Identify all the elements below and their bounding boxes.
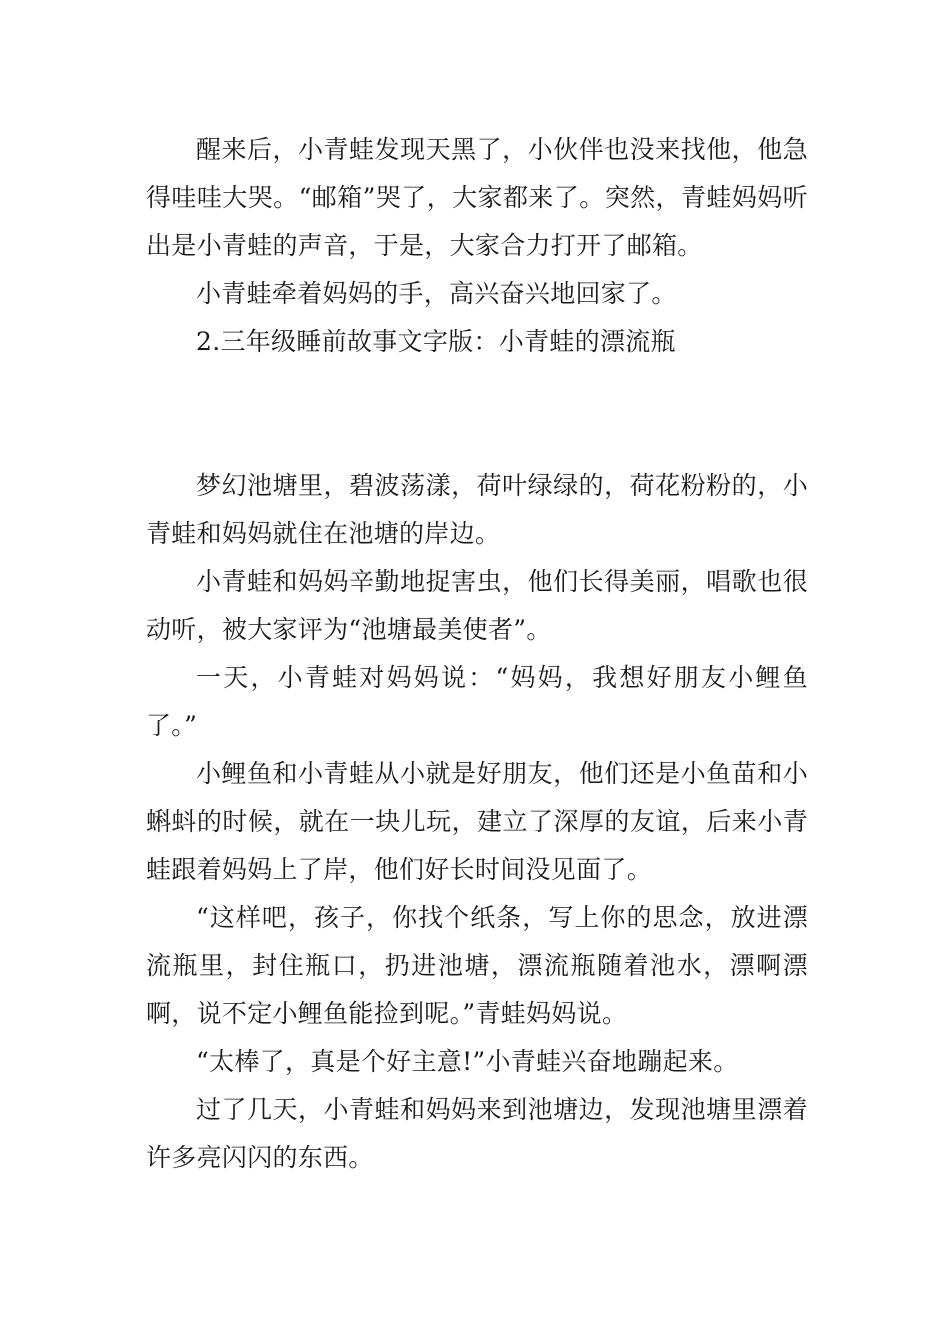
paragraph-friendship: 小鲤鱼和小青蛙从小就是好朋友，他们还是小鱼苗和小蝌蚪的时候，就在一块儿玩，建立了深厚的友谊，后来小青蛙跟着妈妈上了岸，他们好长时间没见面了。 (146, 759, 808, 884)
paragraph-mother-idea: “这样吧，孩子，你找个纸条，写上你的思念，放进漂流瓶里，封住瓶口，扔进池塘，漂流瓶随着池水，漂啊漂啊，说不定小鲤鱼能捡到呢。”青蛙妈妈说。 (146, 903, 808, 1028)
paragraph-pond: 梦幻池塘里，碧波荡漾，荷叶绿绿的，荷花粉粉的，小青蛙和妈妈就住在池塘的岸边。 (146, 471, 808, 548)
paragraph-going-home: 小青蛙牵着妈妈的手，高兴奋兴地回家了。 (196, 279, 677, 308)
section-spacer (146, 366, 808, 462)
paragraph-shiny-things: 过了几天，小青蛙和妈妈来到池塘边，发现池塘里漂着许多亮闪闪的东西。 (146, 1095, 808, 1172)
paragraph-great-idea: “太棒了，真是个好主意!”小青蛙兴奋地蹦起来。 (196, 1047, 739, 1076)
paragraph-missing-friend: 一天，小青蛙对妈妈说：“妈妈，我想好朋友小鲤鱼了。” (146, 663, 808, 740)
document-body (146, 126, 808, 1182)
story-title: 2.三年级睡前故事文字版：小青蛙的漂流瓶 (196, 327, 676, 356)
paragraph-waking-up: 醒来后，小青蛙发现天黑了，小伙伴也没来找他，他急得哇哇大哭。“邮箱”哭了，大家都来了。突然，青蛙妈妈听出是小青蛙的声音，于是，大家合力打开了邮箱。 (146, 135, 808, 260)
paragraph-catching-pests: 小青蛙和妈妈辛勤地捉害虫，他们长得美丽，唱歌也很动听，被大家评为“池塘最美使者”。 (146, 567, 808, 644)
